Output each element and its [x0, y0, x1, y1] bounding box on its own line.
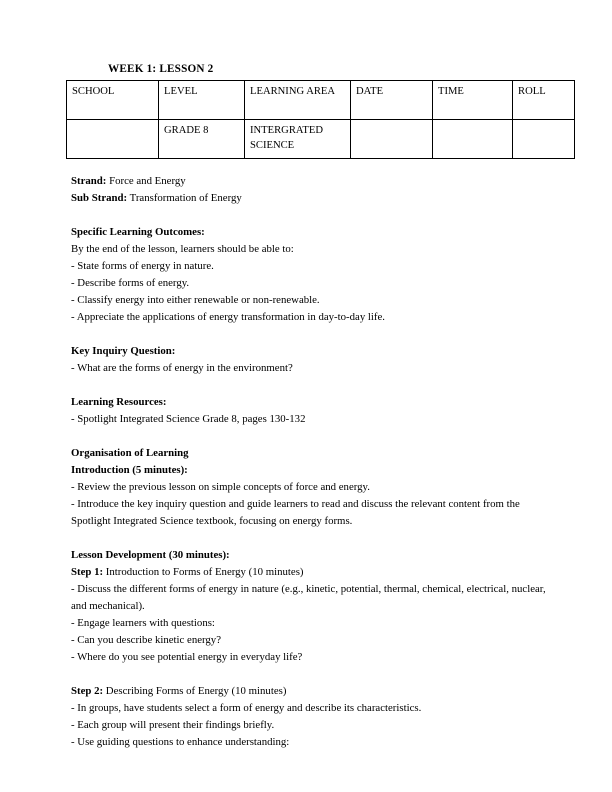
introduction-heading: Introduction (5 minutes):: [71, 464, 188, 476]
step-1-text: Introduction to Forms of Energy (10 minutes): [103, 566, 304, 578]
lesson-info-table: [66, 80, 575, 159]
table-header-roll: ROLL: [513, 81, 575, 120]
table-header-date: DATE: [351, 81, 433, 120]
list-item: - Where do you see potential energy in everyday life?: [71, 651, 303, 663]
sub-strand-line: [71, 190, 546, 207]
step-2-label: Step 2:: [71, 685, 104, 697]
table-header-time: TIME: [433, 81, 513, 120]
list-item: - State forms of energy in nature.: [71, 260, 214, 272]
lesson-development-heading: Lesson Development (30 minutes):: [71, 549, 230, 561]
sub-strand-label: Sub Strand:: [71, 192, 128, 204]
table-cell-roll: [513, 120, 575, 159]
specific-learning-outcomes-intro: By the end of the lesson, learners should be able to:: [71, 243, 294, 255]
step-2-text: Describing Forms of Energy (10 minutes): [103, 685, 287, 697]
organisation-of-learning-heading: Organisation of Learning: [71, 447, 189, 459]
step-2-title: [71, 683, 546, 700]
page-title: WEEK 1: LESSON 2: [108, 63, 214, 75]
list-item: - Use guiding questions to enhance understanding:: [71, 736, 290, 748]
spacer: [71, 530, 546, 547]
table-header-row: [67, 81, 575, 120]
step-1-title: [71, 564, 546, 581]
list-item: - Discuss the different forms of energy in nature (e.g., kinetic, potential, thermal, chemical, electrical, nuclear, and mechanical).: [71, 583, 546, 612]
table-cell-date: [351, 120, 433, 159]
key-inquiry-question-heading: Key Inquiry Question:: [71, 345, 176, 357]
table-header-learning-area: LEARNING AREA: [245, 81, 351, 120]
table-row: [67, 120, 575, 159]
table-cell-learning-area: INTERGRATED SCIENCE: [245, 120, 351, 159]
table-cell-time: [433, 120, 513, 159]
strand-label: Strand:: [71, 175, 107, 187]
strand-line: [71, 173, 546, 190]
table-cell-level: GRADE 8: [159, 120, 245, 159]
specific-learning-outcomes-heading: Specific Learning Outcomes:: [71, 226, 205, 238]
spacer: [71, 326, 546, 343]
learning-resources-heading: Learning Resources:: [71, 396, 167, 408]
sub-strand-value: Transformation of Energy: [127, 192, 242, 204]
list-item: - Review the previous lesson on simple concepts of force and energy.: [71, 481, 370, 493]
list-item: - Each group will present their findings briefly.: [71, 719, 275, 731]
spacer: [71, 666, 546, 683]
document-content: [66, 62, 546, 751]
list-item: - Spotlight Integrated Science Grade 8, pages 130-132: [71, 413, 306, 425]
list-item: - What are the forms of energy in the environment?: [71, 362, 293, 374]
list-item: - Introduce the key inquiry question and guide learners to read and discuss the relevant content from the Spotlight Integrated Science textbook, focusing on energy forms.: [71, 498, 520, 527]
table-cell-school: [67, 120, 159, 159]
table-header-school: SCHOOL: [67, 81, 159, 120]
table-header-level: LEVEL: [159, 81, 245, 120]
list-item: - Describe forms of energy.: [71, 277, 190, 289]
list-item: - Appreciate the applications of energy transformation in day-to-day life.: [71, 311, 386, 323]
spacer: [71, 428, 546, 445]
list-item: - Engage learners with questions:: [71, 617, 215, 629]
spacer: [71, 207, 546, 224]
list-item: - Can you describe kinetic energy?: [71, 634, 222, 646]
list-item: - Classify energy into either renewable or non-renewable.: [71, 294, 320, 306]
step-1-label: Step 1:: [71, 566, 104, 578]
spacer: [71, 377, 546, 394]
list-item: - In groups, have students select a form of energy and describe its characteristics.: [71, 702, 422, 714]
lesson-body: [66, 173, 546, 751]
strand-value: Force and Energy: [106, 175, 186, 187]
